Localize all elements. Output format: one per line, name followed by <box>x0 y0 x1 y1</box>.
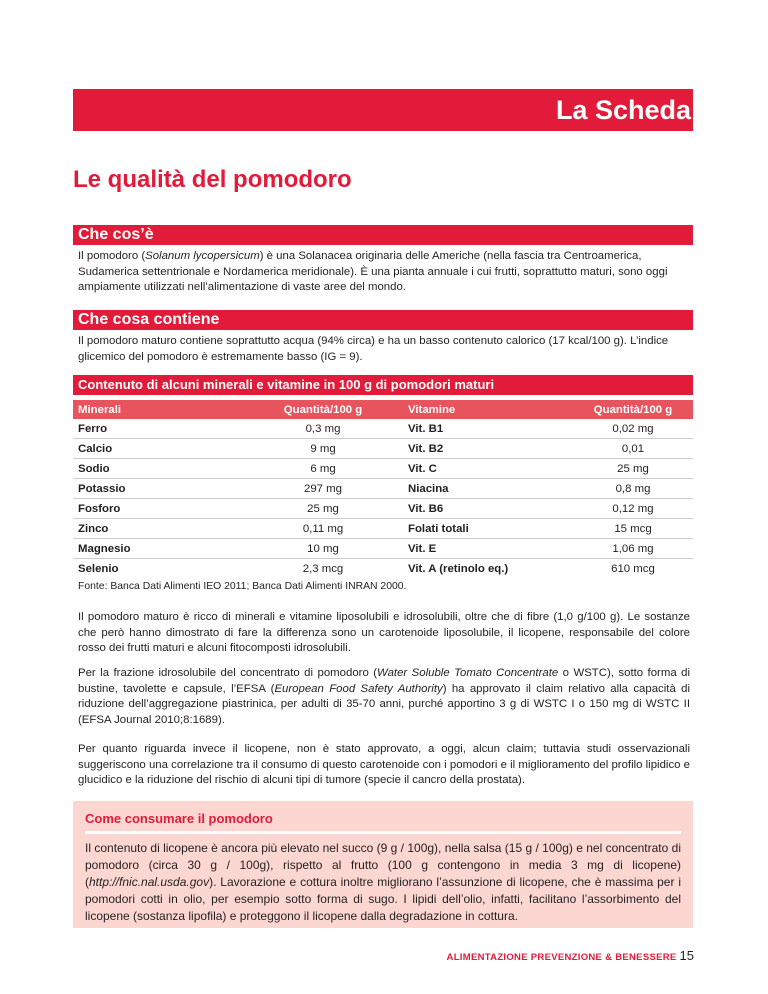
page-title: Le qualità del pomodoro <box>73 166 352 193</box>
italic-term: Water Soluble Tomato Concentrate <box>377 667 559 679</box>
mineral-qty: 25 mg <box>243 499 403 519</box>
vitamin-qty: 15 mcg <box>573 519 693 539</box>
mineral-qty: 0,3 mg <box>243 419 403 439</box>
page-footer <box>447 948 694 966</box>
text-segment: ). Lavorazione e cottura inoltre migliorano l’assunzione di licopene, che è massima per i pomodori cotti in olio, per esempio sotto forma di sugo. I lipidi dell’olio, infatti, facilitano l’assorbimento del licopene (sostanza lipofila) e proteggono il licopene dalla degradazione in cottura. <box>85 875 681 923</box>
mineral-qty: 9 mg <box>243 439 403 459</box>
col-header-vitamin-qty: Quantità/100 g <box>573 400 693 419</box>
vitamin-qty: 1,06 mg <box>573 539 693 559</box>
text-segment: Per la frazione idrosolubile del concentrato di pomodoro ( <box>78 667 378 679</box>
page-number: 15 <box>679 948 694 963</box>
vitamin-qty: 0,02 mg <box>573 419 693 439</box>
table-title: Contenuto di alcuni minerali e vitamine in 100 g di pomodori maturi <box>73 375 693 395</box>
mineral-name: Sodio <box>73 459 243 479</box>
reference-link: http://fnic.nal.usda.gov <box>89 875 210 889</box>
scientific-name: Solanum lycopersicum <box>145 250 260 262</box>
table-row <box>73 539 693 559</box>
mineral-name: Calcio <box>73 439 243 459</box>
table-row <box>73 439 693 459</box>
vitamin-qty: 25 mg <box>573 459 693 479</box>
italic-term: European Food Safety Authority <box>274 682 443 695</box>
banner-title: La Scheda <box>555 95 691 125</box>
section-text-what-is <box>78 249 690 296</box>
section-heading-contents: Che cosa contiene <box>73 310 693 330</box>
mineral-name: Magnesio <box>73 539 243 559</box>
text-segment: ) ha approvato il claim relativo alla capacità di riduzione dell’aggregazione piastrinica, per adulti di 35-70 anni, purché apportino 3 g di WSTC I o 150 mg di WSTC II (EFSA Journal 2010;8:1689). <box>78 682 690 726</box>
info-box-divider <box>85 831 681 834</box>
text-segment: ) è una Solanacea originaria delle Americhe (nella fascia tra Centroamerica, Sudamerica settentrionale e Nordamerica meridionale). È una pianta annuale i cui frutti, soprattutto maturi, sono oggi ampiamente utilizzati nell’alimentazione di vaste aree del mondo. <box>78 250 668 293</box>
col-header-minerals: Minerali <box>73 400 243 419</box>
mineral-name: Ferro <box>73 419 243 439</box>
section-text-contents: Il pomodoro maturo contiene soprattutto acqua (94% circa) e ha un basso contenuto calorico (17 kcal/100 g). L’indice glicemico del pomodoro è estremamente basso (IG = 9). <box>78 335 669 363</box>
table-row <box>73 499 693 519</box>
vitamin-name: Vit. B6 <box>403 499 573 519</box>
vitamin-name: Vit. C <box>403 459 573 479</box>
table-header-row <box>73 400 693 419</box>
table-row <box>73 459 693 479</box>
vitamin-qty: 0,8 mg <box>573 479 693 499</box>
nutrition-table <box>73 400 693 578</box>
vitamin-name: Niacina <box>403 479 573 499</box>
table-source-note: Fonte: Banca Dati Alimenti IEO 2011; Banca Dati Alimenti INRAN 2000. <box>78 581 407 592</box>
col-header-mineral-qty: Quantità/100 g <box>243 400 403 419</box>
mineral-name: Selenio <box>78 562 119 575</box>
body-paragraph-1: Il pomodoro maturo è ricco di minerali e vitamine liposolubili e idrosolubili, oltre che di fibre (1,0 g/100 g). Le sostanze che però hanno dimostrato di fare la differenza sono un carotenoide liposolubile, il licopene, responsabile del colore rosso dei frutti maturi e alcuni fitocomposti idrosolubili. <box>78 611 690 654</box>
vitamin-name: Vit. B2 <box>403 439 573 459</box>
vitamin-name: Vit. E <box>403 539 573 559</box>
mineral-qty: 0,11 mg <box>243 519 403 539</box>
vitamin-name: Vit. B1 <box>403 419 573 439</box>
text-segment: Il pomodoro ( <box>78 250 146 262</box>
footer-brand: ALIMENTAZIONE PREVENZIONE & BENESSERE <box>446 952 677 963</box>
vitamin-qty: 610 mcg <box>611 562 655 575</box>
mineral-name: Zinco <box>73 519 243 539</box>
info-box-title: Come consumare il pomodoro <box>85 811 273 826</box>
info-box <box>73 801 693 928</box>
vitamin-qty: 0,12 mg <box>573 499 693 519</box>
table-row <box>73 519 693 539</box>
vitamin-qty: 0,01 <box>573 439 693 459</box>
text-segment: Il contenuto di licopene è ancora più elevato nel succo (9 g / 100g), nella salsa (15 g / 100g) e nel concentrato di pomodoro (circa 30 g / 100g), rispetto al frutto (100 g contengono in media 3 mg di licopene) ( <box>85 841 681 889</box>
mineral-qty: 297 mg <box>243 479 403 499</box>
text-segment: o WSTC), sotto forma di bustine, tavolette e capsule, l’EFSA ( <box>78 667 690 695</box>
header-banner <box>73 89 693 131</box>
mineral-qty: 10 mg <box>243 539 403 559</box>
body-paragraph-2 <box>78 666 690 728</box>
vitamin-name: Folati totali <box>403 519 573 539</box>
table-row <box>73 419 693 439</box>
col-header-vitamins: Vitamine <box>403 400 573 419</box>
mineral-qty: 2,3 mcg <box>302 562 344 575</box>
table-row <box>73 479 693 499</box>
vitamin-name: Vit. A (retinolo eq.) <box>408 562 509 575</box>
info-box-text <box>85 840 681 925</box>
body-paragraph-3: Per quanto riguarda invece il licopene, non è stato approvato, a oggi, alcun claim; tuttavia studi osservazionali suggeriscono una correlazione tra il consumo di questo carotenoide con i pomodori e il miglioramento del profilo lipidico e glucidico e la riduzione del rischio di alcuni tipi di tumore (specie il cancro della prostata). <box>78 743 690 786</box>
mineral-name: Fosforo <box>73 499 243 519</box>
table-row <box>73 559 693 579</box>
mineral-qty: 6 mg <box>243 459 403 479</box>
section-heading-what-is: Che cos’è <box>73 225 693 245</box>
mineral-name: Potassio <box>73 479 243 499</box>
